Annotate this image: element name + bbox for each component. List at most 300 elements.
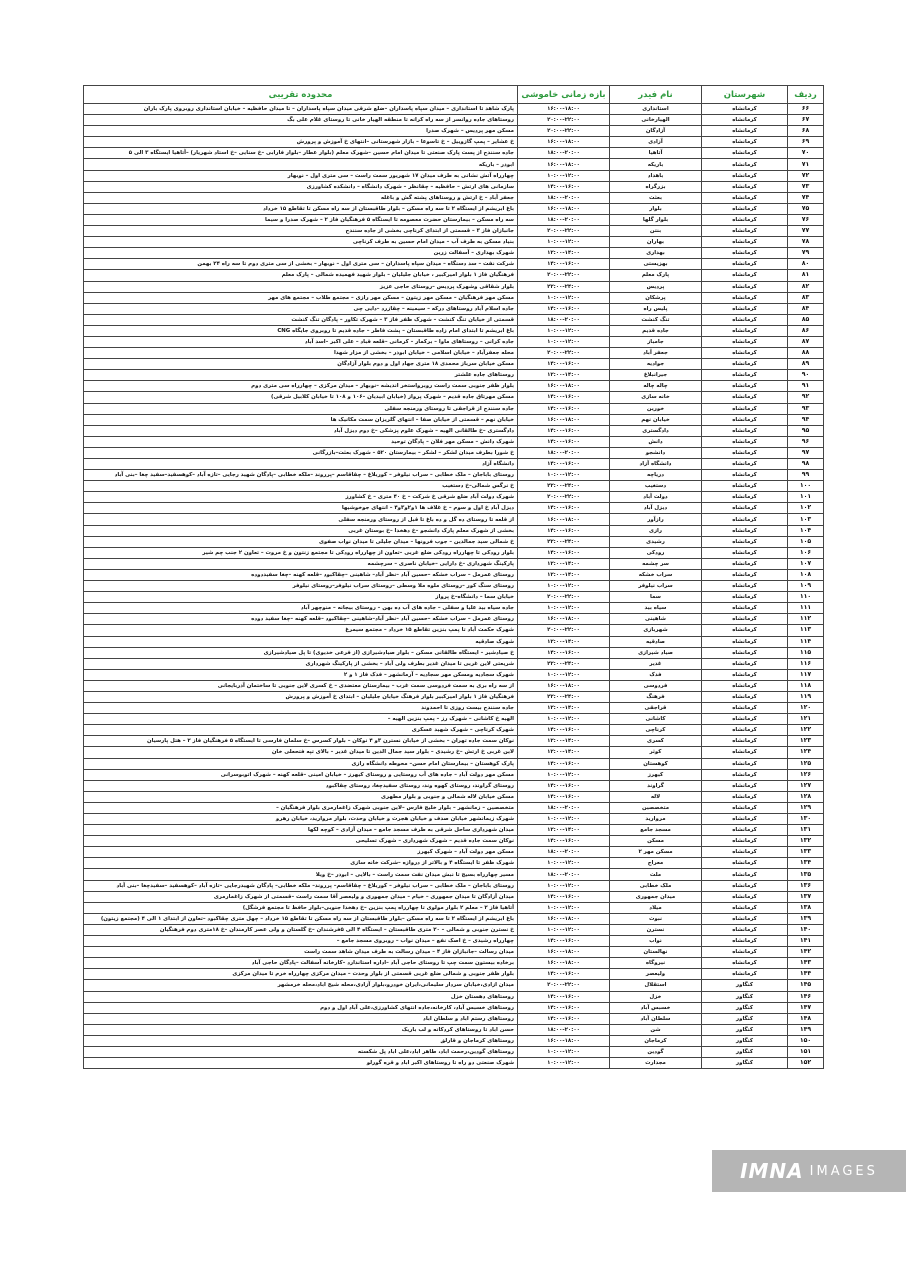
city-cell: کرمانشاه — [702, 203, 788, 214]
row-number: ۹۵ — [788, 425, 824, 436]
outage-time-cell: ۱۸:۰۰-۲۰:۰۰ — [518, 148, 610, 159]
feeder-cell: سلطان آباد — [610, 1013, 702, 1024]
row-number: ۱۲۹ — [788, 802, 824, 813]
row-number: ۱۳۵ — [788, 869, 824, 880]
table-row — [84, 436, 824, 447]
table-row — [84, 669, 824, 680]
header-feeder: نام فیدر — [610, 86, 702, 104]
row-number: ۹۶ — [788, 436, 824, 447]
city-cell: کرمانشاه — [702, 481, 788, 492]
table-row — [84, 902, 824, 913]
row-number: ۷۳ — [788, 181, 824, 192]
outage-time-cell: ۱۰:۰۰-۱۲:۰۰ — [518, 581, 610, 592]
outage-time-cell: ۲۰:۰۰-۲۲:۰۰ — [518, 115, 610, 126]
outage-time-cell: ۱۰:۰۰-۱۲:۰۰ — [518, 170, 610, 181]
feeder-cell: مسکن — [610, 836, 702, 847]
table-row — [84, 503, 824, 514]
row-number: ۸۰ — [788, 259, 824, 270]
outage-time-cell: ۱۶:۰۰-۱۸:۰۰ — [518, 104, 610, 115]
outage-time-cell: ۱۶:۰۰-۱۸:۰۰ — [518, 680, 610, 691]
outage-time-cell: ۱۴:۰۰-۱۶:۰۰ — [518, 525, 610, 536]
row-number: ۱۱۸ — [788, 680, 824, 691]
row-number: ۱۳۲ — [788, 836, 824, 847]
area-cell: شرکت نفت – سد دسنگاه – میدان سپاه پاسداران – سی متری اول – نوبهار – بخشی از سی متری دوم تا سه راه ۲۴ بهمن — [84, 259, 518, 270]
row-number: ۱۲۰ — [788, 703, 824, 714]
table-row — [84, 647, 824, 658]
outage-time-cell: ۱۸:۰۰-۲۰:۰۰ — [518, 1024, 610, 1035]
feeder-cell: دولت آباد — [610, 492, 702, 503]
city-cell: کرمانشاه — [702, 447, 788, 458]
area-cell: شریعتی لاین غربی تا میدان غدیر بطرف ولی آباد – بخشی از پارکینگ شهرداری — [84, 658, 518, 669]
row-number: ۱۱۰ — [788, 592, 824, 603]
feeder-cell: آزادی — [610, 137, 702, 148]
city-cell: کنگاور — [702, 1013, 788, 1024]
city-cell: کرمانشاه — [702, 115, 788, 126]
feeder-cell: مجدارت — [610, 1058, 702, 1069]
outage-time-cell: ۱۴:۰۰-۱۶:۰۰ — [518, 181, 610, 192]
row-number: ۱۱۴ — [788, 636, 824, 647]
city-cell: کرمانشاه — [702, 780, 788, 791]
outage-time-cell: ۱۴:۰۰-۱۶:۰۰ — [518, 359, 610, 370]
feeder-cell: فرهنگ — [610, 691, 702, 702]
row-number: ۹۷ — [788, 447, 824, 458]
row-number: ۷۶ — [788, 214, 824, 225]
table-row — [84, 880, 824, 891]
row-number: ۱۲۷ — [788, 780, 824, 791]
feeder-cell: میلاد — [610, 902, 702, 913]
area-cell: فرهنگیان فاز ۱ بلوار امیرکبیر ، خیابان جلیلیان – بلوار شهید فهمیده شمالی – پارک معلم — [84, 270, 518, 281]
area-cell: جاده اسلام آباد روستاهای درکه – سیمینه – چقازرد –دایی چی — [84, 303, 518, 314]
feeder-cell: بهداری — [610, 248, 702, 259]
city-cell: کرمانشاه — [702, 569, 788, 580]
outage-time-cell: ۲۰:۰۰-۲۲:۰۰ — [518, 492, 610, 503]
outage-time-cell: ۱۰:۰۰-۱۲:۰۰ — [518, 714, 610, 725]
row-number: ۹۳ — [788, 403, 824, 414]
outage-time-cell: ۱۶:۰۰-۱۸:۰۰ — [518, 203, 610, 214]
outage-time-cell: ۲۲:۰۰-۲۴:۰۰ — [518, 481, 610, 492]
city-cell: کرمانشاه — [702, 359, 788, 370]
table-row — [84, 614, 824, 625]
row-number: ۱۱۹ — [788, 691, 824, 702]
outage-time-cell: ۱۴:۰۰-۱۶:۰۰ — [518, 259, 610, 270]
city-cell: کرمانشاه — [702, 292, 788, 303]
city-cell: کرمانشاه — [702, 270, 788, 281]
area-cell: آتاهیا فاز ۲ – معلم ۲ بلوار مولوی تا چهارراه پمپ بنزین –خ دهخدا جنوبی–بلوار حافظ تا مجتمع فرشگل) — [84, 902, 518, 913]
city-cell: کرمانشاه — [702, 802, 788, 813]
table-row — [84, 547, 824, 558]
row-number: ۱۲۲ — [788, 725, 824, 736]
row-number: ۱۱۷ — [788, 669, 824, 680]
table-header — [84, 86, 824, 104]
feeder-cell: کاشانی — [610, 714, 702, 725]
city-cell: کرمانشاه — [702, 214, 788, 225]
table-row — [84, 625, 824, 636]
table-row — [84, 237, 824, 248]
area-cell: روستای باباجان – ملک خطابی – سراب نیلوفر – کوربلاغ – چقاقاسم –پرروند –ملکه خطابی –پادگان شهید رجایی –تازه آباد –کوهسفید–سفید چغا –بنی آباد — [84, 470, 518, 481]
feeder-cell: دانشجو — [610, 447, 702, 458]
row-number: ۱۳۰ — [788, 814, 824, 825]
feeder-cell: سما — [610, 592, 702, 603]
city-cell: کرمانشاه — [702, 159, 788, 170]
table-row — [84, 470, 824, 481]
outage-time-cell: ۲۲:۰۰-۲۴:۰۰ — [518, 281, 610, 292]
city-cell: کرمانشاه — [702, 536, 788, 547]
area-cell: بلوار شقاقی وشهرک پردیس –روستای حاجی عزیز — [84, 281, 518, 292]
row-number: ۱۱۳ — [788, 625, 824, 636]
row-number: ۱۰۰ — [788, 481, 824, 492]
feeder-cell: دریاچه — [610, 470, 702, 481]
outage-time-cell: ۱۴:۰۰-۱۶:۰۰ — [518, 503, 610, 514]
city-cell: کرمانشاه — [702, 902, 788, 913]
area-cell: چهارراه رشیدی – خ اصک نفع – میدان نواب – روبروی مسجد جامع – — [84, 936, 518, 947]
row-number: ۷۲ — [788, 170, 824, 181]
outage-time-cell: ۱۴:۰۰-۱۶:۰۰ — [518, 725, 610, 736]
table-row — [84, 603, 824, 614]
table-row — [84, 636, 824, 647]
feeder-cell: استقلال — [610, 980, 702, 991]
city-cell: کنگاور — [702, 1024, 788, 1035]
city-cell: کرمانشاه — [702, 126, 788, 137]
outage-time-cell: ۱۸:۰۰-۲۰:۰۰ — [518, 192, 610, 203]
area-cell: خ نرگس شمالی–خ دستغیب — [84, 481, 518, 492]
city-cell: کرمانشاه — [702, 414, 788, 425]
city-cell: کنگاور — [702, 1046, 788, 1057]
outage-time-cell: ۱۲:۰۰-۱۴:۰۰ — [518, 736, 610, 747]
row-number: ۱۴۸ — [788, 1013, 824, 1024]
city-cell: کرمانشاه — [702, 913, 788, 924]
row-number: ۷۷ — [788, 226, 824, 237]
row-number: ۱۰۷ — [788, 558, 824, 569]
city-cell: کرمانشاه — [702, 691, 788, 702]
row-number: ۷۴ — [788, 192, 824, 203]
table-row — [84, 758, 824, 769]
area-cell: نوکان سمت جاده قدیم – شهرک شهرداری – شهرک تسلیحی — [84, 836, 518, 847]
table-row — [84, 836, 824, 847]
area-cell: خیابان سما – دانشگاه–خ پرواز — [84, 592, 518, 603]
city-cell: کرمانشاه — [702, 858, 788, 869]
table-row — [84, 137, 824, 148]
area-cell: شهرک زیمانشهر خیابان صدف و خیابان هجرت و خیابان وحدت، بلوار مروارید، خیابان رهرو — [84, 814, 518, 825]
outage-time-cell: ۱۰:۰۰-۱۲:۰۰ — [518, 858, 610, 869]
area-cell: بلوار ظفر جنوبی سمت راست روبرواستخر اندیشه –نوبهار – میدان مرکزی – چهارراه سی متری دوم — [84, 381, 518, 392]
row-number: ۶۷ — [788, 115, 824, 126]
table-row — [84, 414, 824, 425]
area-cell: جاده سنندج از پست پارک صنعتی تا میدان امام حسین –شهرک معلم (بلوار عطار –بلوار فارابی –خ سنایی –خ استاد شهریار) –آتاهیا ایستگاه ۳ الی ۵ — [84, 148, 518, 159]
header-city: شهرستان — [702, 86, 788, 104]
city-cell: کرمانشاه — [702, 936, 788, 947]
feeder-cell: نسترن — [610, 924, 702, 935]
outage-time-cell: ۱۰:۰۰-۱۲:۰۰ — [518, 1058, 610, 1069]
outage-time-cell: ۲۲:۰۰-۲۴:۰۰ — [518, 658, 610, 669]
city-cell: کرمانشاه — [702, 736, 788, 747]
outage-time-cell: ۱۸:۰۰-۲۰:۰۰ — [518, 447, 610, 458]
city-cell: کنگاور — [702, 1058, 788, 1069]
area-cell: میدان شهرداری ساحل شرقی به طرف مسجد جامع – میدان آزادی – کوچه لکها — [84, 825, 518, 836]
feeder-cell: غدیر — [610, 658, 702, 669]
area-cell: باغ ابریشم از ایستگاه ۲ تا سه راه مسکن –بلوار طاقبستان از سه راه مسکن تا تقاطع ۱۵ خرداد – چهل متری چقاکبود –تعاون از ابتدای ۱ الی ۴ (مجتمع زیتون) — [84, 913, 518, 924]
feeder-cell: مروارید — [610, 814, 702, 825]
outage-time-cell: ۱۶:۰۰-۱۸:۰۰ — [518, 947, 610, 958]
area-cell: خ عشایر – پمپ گازوییل – خ تاسوعا – بازار شهرستانی –انتهای خ آموزش و پرورش — [84, 137, 518, 148]
feeder-cell: بلوار گلها — [610, 214, 702, 225]
feeder-cell: سراب خشکه — [610, 569, 702, 580]
area-cell: خ شورا بطرف میدان لشکر – لشکر – بیمارستان ۵۲۰ – شهرک بعثت–بازرگانی — [84, 447, 518, 458]
city-cell: کرمانشاه — [702, 947, 788, 958]
outage-time-cell: ۱۴:۰۰-۱۶:۰۰ — [518, 836, 610, 847]
feeder-cell: آتاهیا — [610, 148, 702, 159]
feeder-cell: دانش — [610, 436, 702, 447]
table-row — [84, 658, 824, 669]
table-row — [84, 558, 824, 569]
area-cell: جاده سنندج از قراجقی تا روستای ورمنجه سفلی — [84, 403, 518, 414]
feeder-cell: تنگ کنشت — [610, 314, 702, 325]
outage-time-cell: ۱۴:۰۰-۱۶:۰۰ — [518, 436, 610, 447]
row-number: ۸۵ — [788, 314, 824, 325]
area-cell: ابوذر – باریکه — [84, 159, 518, 170]
row-number: ۹۰ — [788, 370, 824, 381]
area-cell: خیابان نهم – قسمتی از خیابان صفا – انتهای گلریزان سمت مکانیک ها — [84, 414, 518, 425]
area-cell: مسکن مهر فرهنگیان – مسکن مهر زیتون – مسکن مهر رازی – مجتمع طلاب – مجتمع های مهر — [84, 292, 518, 303]
area-cell: شهرک ظفر تا ایستگاه ۴ و بالاتر از دروازه –شرکت خانه سازی — [84, 858, 518, 869]
area-cell: شهرک صنعتی دو راه تا روستاهای اکبر اباد و قره گورلو — [84, 1058, 518, 1069]
row-number: ۹۲ — [788, 392, 824, 403]
area-cell: سازمانی های ارتش – حافظیه – چقانظر – شهرک دانشگاه – دانشکده کشاورزی — [84, 181, 518, 192]
area-cell: خ نسترن جنوبی و شمالی – ۲۰ متری طاقبستان – ایستگاه ۴ الی ۵فرشندان –خ گلستان و ولی عصر کارمندان –خ ۱۸متری دوم فرهنگیان — [84, 924, 518, 935]
header-outage-time: بازه زمانی خاموشی — [518, 86, 610, 104]
area-cell: روستاهای جاده روانسر از سه راه کرانه تا منطقه الهیار خانی تا روستای غلام علی بگ — [84, 115, 518, 126]
city-cell: کرمانشاه — [702, 336, 788, 347]
row-number: ۱۴۰ — [788, 924, 824, 935]
header-area: محدوده تقریبی — [84, 86, 518, 104]
row-number: ۱۴۶ — [788, 991, 824, 1002]
table-row — [84, 780, 824, 791]
outage-time-cell: ۱۸:۰۰-۲۰:۰۰ — [518, 802, 610, 813]
outage-time-cell: ۲۲:۰۰-۲۴:۰۰ — [518, 691, 610, 702]
feeder-cell: صادقیه — [610, 636, 702, 647]
outage-time-cell: ۱۴:۰۰-۱۶:۰۰ — [518, 1013, 610, 1024]
row-number: ۹۴ — [788, 414, 824, 425]
area-cell: نوکان سمت جاده تهران – بخشی از خیابان نسترن ۳و ۴ نوکان – بلوار کسرس –خ سلمان فارسی تا ایستگاه ۵ فرهنگیان فاز ۲ – هتل پارسیان — [84, 736, 518, 747]
row-number: ۱۱۶ — [788, 658, 824, 669]
city-cell: کرمانشاه — [702, 714, 788, 725]
city-cell: کنگاور — [702, 1035, 788, 1046]
table-row — [84, 980, 824, 991]
row-number: ۱۳۳ — [788, 847, 824, 858]
outage-time-cell: ۱۰:۰۰-۱۲:۰۰ — [518, 902, 610, 913]
outage-time-cell: ۱۴:۰۰-۱۶:۰۰ — [518, 392, 610, 403]
area-cell: جانبازان فاز ۳ – قسمتی از ابتدای کرناچی بخشی از جاده سنندج — [84, 226, 518, 237]
area-cell: روستای گراوند، روستای کهوه وند، روستای سفیدچغا، روستای چقاکبود — [84, 780, 518, 791]
area-cell: مسکن مهر پردیس – شهرک صدرا — [84, 126, 518, 137]
area-cell: شهرک کرناچی – شهرک شهید عسکری — [84, 725, 518, 736]
table-row — [84, 1035, 824, 1046]
city-cell: کرمانشاه — [702, 181, 788, 192]
feeder-cell: پردیس — [610, 281, 702, 292]
outage-schedule — [83, 85, 823, 1069]
table-row — [84, 359, 824, 370]
area-cell: فرهنگیان فاز ۱ بلوار امیرکبیر بلوار فرهنگ خیابان جلیلیان – ابتدای خ آموزش و پرورش — [84, 691, 518, 702]
city-cell: کنگاور — [702, 991, 788, 1002]
table-row — [84, 348, 824, 359]
row-number: ۶۸ — [788, 126, 824, 137]
feeder-cell: جیرانبلاغ — [610, 370, 702, 381]
area-cell: شهرک دانش – مسکن مهر فلان – پادگان توحید — [84, 436, 518, 447]
table-row — [84, 913, 824, 924]
feeder-cell: نبوت — [610, 913, 702, 924]
feeder-cell: رازآور — [610, 514, 702, 525]
outage-time-cell: ۱۴:۰۰-۱۶:۰۰ — [518, 791, 610, 802]
outage-table — [83, 85, 824, 1069]
row-number: ۱۴۱ — [788, 936, 824, 947]
outage-time-cell: ۱۶:۰۰-۱۸:۰۰ — [518, 414, 610, 425]
area-cell: پارکینگ شهرداری –خ دارایی –خیابان ناصری – سرچشمه — [84, 558, 518, 569]
city-cell: کرمانشاه — [702, 558, 788, 569]
table-row — [84, 592, 824, 603]
row-number: ۷۵ — [788, 203, 824, 214]
outage-time-cell: ۱۴:۰۰-۱۶:۰۰ — [518, 991, 610, 1002]
row-number: ۱۵۱ — [788, 1046, 824, 1057]
feeder-cell: دیزل آباد — [610, 503, 702, 514]
feeder-cell: لاله — [610, 791, 702, 802]
outage-time-cell: ۱۸:۰۰-۲۰:۰۰ — [518, 214, 610, 225]
feeder-cell: فدک — [610, 669, 702, 680]
feeder-cell: بهاران — [610, 237, 702, 248]
table-row — [84, 425, 824, 436]
outage-time-cell: ۱۴:۰۰-۱۶:۰۰ — [518, 969, 610, 980]
feeder-cell: مسکن مهر ۲ — [610, 847, 702, 858]
feeder-cell: پارک معلم — [610, 270, 702, 281]
feeder-cell: نواب — [610, 936, 702, 947]
area-cell: روستای عمرمل – سراب خشکه –حسین آباد –نظر آباد–شاهینی –چقاکبود –قلعه کهنه –چغا سفید دوده — [84, 614, 518, 625]
feeder-cell: جاده قدیم — [610, 325, 702, 336]
feeder-cell: رازی — [610, 525, 702, 536]
table-row — [84, 459, 824, 470]
feeder-cell: شاهینی — [610, 614, 702, 625]
city-cell: کرمانشاه — [702, 680, 788, 691]
area-cell: شهرک حکمت آباد تا پمپ بنزین تقاطع ۱۵ خرداد – مجتمع سیمرغ — [84, 625, 518, 636]
row-number: ۸۴ — [788, 303, 824, 314]
outage-time-cell: ۲۰:۰۰-۲۲:۰۰ — [518, 126, 610, 137]
table-row — [84, 525, 824, 536]
city-cell: کرمانشاه — [702, 791, 788, 802]
feeder-cell: ولیعصر — [610, 969, 702, 980]
area-cell: روستاهای گودین،رحمت اباد، طاهر اباد،علی اباد پل شکسته — [84, 1046, 518, 1057]
table-row — [84, 314, 824, 325]
outage-time-cell: ۱۰:۰۰-۱۲:۰۰ — [518, 924, 610, 935]
feeder-cell: خیابان نهم — [610, 414, 702, 425]
area-cell: قسمتی از خیابان تنگ کنشت – شهرک ظفر فاز ۳ – شهرک تکاور – پادگان تنگ کنشت — [84, 314, 518, 325]
outage-time-cell: ۱۴:۰۰-۱۶:۰۰ — [518, 1002, 610, 1013]
row-number: ۷۰ — [788, 148, 824, 159]
area-cell: باغ ابریشم از ایستگاه ۲ تا سه راه مسکن – بلوار طاقبستان از سه راه مسکن تا تقاطع ۱۵ خرداد — [84, 203, 518, 214]
feeder-cell: باهداد — [610, 170, 702, 181]
row-number: ۱۲۶ — [788, 769, 824, 780]
outage-time-cell: ۱۶:۰۰-۱۸:۰۰ — [518, 137, 610, 148]
outage-time-cell: ۱۴:۰۰-۱۶:۰۰ — [518, 303, 610, 314]
area-cell: جاده سیاه بید علیا و سفلی – جاده های آب ده بهن – روستای بیجانه – منوچهر آباد — [84, 603, 518, 614]
area-cell: میدان ازادی،خیابان سردار سلیمانی،ایران خودرو،بلوار آزادی،محله شیخ اباد،محله خرمشهر — [84, 980, 518, 991]
feeder-cell: بلوار — [610, 203, 702, 214]
outage-time-cell: ۱۰:۰۰-۱۲:۰۰ — [518, 237, 610, 248]
feeder-cell: دستغیب — [610, 481, 702, 492]
area-cell: متخصصین – زمانشهر – بلوار خلیج فارس –لاین جنوبی شهرک زاغمارمری بلوار فرهنگیان – — [84, 802, 518, 813]
table-row — [84, 514, 824, 525]
outage-time-cell: ۱۸:۰۰-۲۰:۰۰ — [518, 847, 610, 858]
outage-time-cell: ۱۰:۰۰-۱۲:۰۰ — [518, 336, 610, 347]
outage-time-cell: ۱۶:۰۰-۱۸:۰۰ — [518, 958, 610, 969]
table-row — [84, 936, 824, 947]
outage-time-cell: ۱۴:۰۰-۱۶:۰۰ — [518, 758, 610, 769]
feeder-cell: کوهستان — [610, 758, 702, 769]
table-row — [84, 270, 824, 281]
outage-time-cell: ۲۰:۰۰-۲۲:۰۰ — [518, 592, 610, 603]
outage-time-cell: ۱۶:۰۰-۱۸:۰۰ — [518, 381, 610, 392]
row-number: ۱۲۳ — [788, 736, 824, 747]
outage-time-cell: ۱۲:۰۰-۱۴:۰۰ — [518, 747, 610, 758]
table-row — [84, 814, 824, 825]
area-cell: شهرک سجادیه ومسکن مهر سجادیه – آرمانشهر – فدک فاز ۱ و ۲ — [84, 669, 518, 680]
city-cell: کنگاور — [702, 1002, 788, 1013]
row-number: ۱۵۲ — [788, 1058, 824, 1069]
feeder-cell: گراوند — [610, 780, 702, 791]
feeder-cell: متخصصین — [610, 802, 702, 813]
feeder-cell: پرشکان — [610, 292, 702, 303]
row-number: ۸۷ — [788, 336, 824, 347]
city-cell: کرمانشاه — [702, 237, 788, 248]
city-cell: کرمانشاه — [702, 924, 788, 935]
table-row — [84, 825, 824, 836]
city-cell: کرمانشاه — [702, 104, 788, 115]
outage-time-cell: ۲۰:۰۰-۲۲:۰۰ — [518, 270, 610, 281]
feeder-cell: شن — [610, 1024, 702, 1035]
area-cell: روستای عمرمل – سراب خشکه –حسین آباد –نظر آباد– شاهینی –چقاکبود –قلعه کهنه –چغا سفیددوده — [84, 569, 518, 580]
feeder-cell: خورین — [610, 403, 702, 414]
feeder-cell: خسبس آباد — [610, 1002, 702, 1013]
outage-time-cell: ۲۲:۰۰-۲۴:۰۰ — [518, 536, 610, 547]
area-cell: بخشی از شهرک معلم پارک دانشجو –خ دهخدا –خ بوستان غربی — [84, 525, 518, 536]
area-cell: جاده سنندج بیست روزی تا احمدوند — [84, 703, 518, 714]
outage-time-cell: ۲۰:۰۰-۲۲:۰۰ — [518, 226, 610, 237]
feeder-cell: شهربازی — [610, 625, 702, 636]
feeder-cell: میدان جمهوری — [610, 891, 702, 902]
area-cell: مسکن مهرتاق جاده قدیم – شهرک پرواز (خیابان ابیدیان –۱۰۶ و ۱۰۸ تا خیابان کلابیل شرقی) — [84, 392, 518, 403]
row-number: ۱۰۴ — [788, 525, 824, 536]
table-row — [84, 969, 824, 980]
row-number: ۱۴۷ — [788, 1002, 824, 1013]
imna-watermark — [712, 1150, 906, 1192]
table-row — [84, 170, 824, 181]
row-number: ۸۲ — [788, 281, 824, 292]
outage-time-cell: ۱۲:۰۰-۱۴:۰۰ — [518, 569, 610, 580]
city-cell: کرمانشاه — [702, 325, 788, 336]
feeder-cell: بنتن — [610, 226, 702, 237]
area-cell: میدان رسالت –جانبازان فاز ۴ – میدان رسالت به طرف میدان شاهد سمت راست — [84, 947, 518, 958]
city-cell: کرمانشاه — [702, 192, 788, 203]
row-number: ۱۰۵ — [788, 536, 824, 547]
city-cell: کرمانشاه — [702, 703, 788, 714]
row-number: ۱۰۳ — [788, 514, 824, 525]
area-cell: چهارراه آتش نشانی به طرف میدان ۱۷ شهریور سمت راست – سی متری اول – نوبهار — [84, 170, 518, 181]
table-row — [84, 802, 824, 813]
city-cell: کرمانشاه — [702, 170, 788, 181]
city-cell: کرمانشاه — [702, 814, 788, 825]
city-cell: کرمانشاه — [702, 969, 788, 980]
row-number: ۶۶ — [788, 104, 824, 115]
table-row — [84, 126, 824, 137]
table-row — [84, 492, 824, 503]
city-cell: کرمانشاه — [702, 137, 788, 148]
outage-time-cell: ۱۰:۰۰-۱۲:۰۰ — [518, 603, 610, 614]
